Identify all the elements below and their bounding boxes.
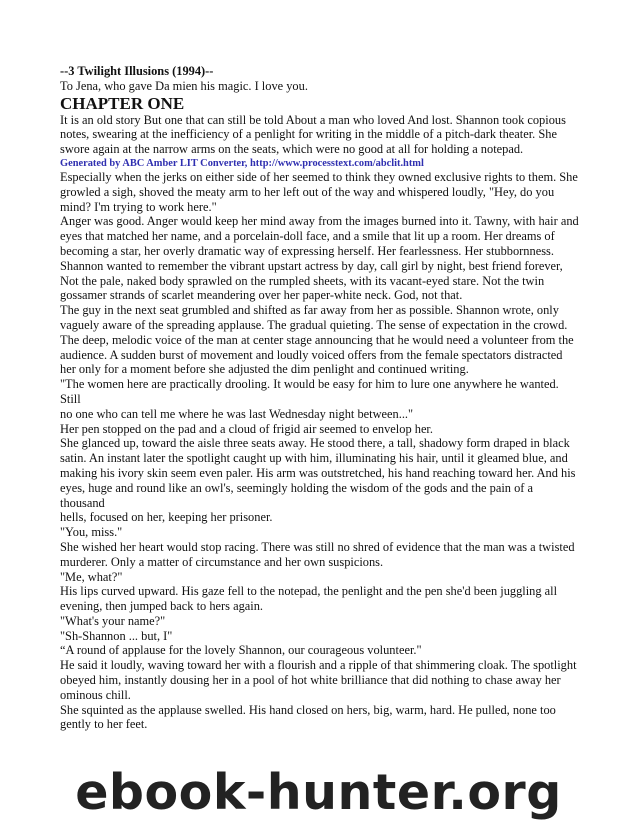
paragraph: “A round of applause for the lovely Shannon, our courageous volunteer." <box>60 643 422 658</box>
dedication: To Jena, who gave Da mien his magic. I love you. <box>60 78 308 93</box>
paragraph: growled a sigh, shoved the meaty arm to her left out of the way and whispered loudly, "Hey, do you mind? I'm trying to work here." <box>60 184 555 214</box>
paragraphs-after <box>60 170 580 732</box>
paragraph: He said it loudly, waving toward her with a flourish and a ripple of that shimmering cloak. The spotlight <box>60 658 577 673</box>
paragraph: hells, focused on her, keeping her prisoner. <box>60 510 273 525</box>
paragraph: "What's your name?" <box>60 613 166 628</box>
paragraph: His lips curved upward. His gaze fell to the notepad, the penlight and the pen she'd been juggling all evening, then jumped back to hers again. <box>60 584 558 614</box>
paragraphs-before <box>60 113 580 157</box>
paragraph: Especially when the jerks on either side of her seemed to think they owned exclusive rights to them. She <box>60 169 578 184</box>
paragraph: She glanced up, toward the aisle three seats away. He stood there, a tall, shadowy form draped in black satin. An instant later the spotlight caught up with him, illuminating his hair, until it gleamed blue, and making his ivory skin seem even paler. His arm was outstretched, his hand reaching toward her. And his <box>60 436 576 480</box>
paragraph: "You, miss." <box>60 525 123 540</box>
paragraph: It is an old story But one that can still be told About a man who loved And lost. Shannon took copious notes, swearing at the inefficiency of a penlight for writing in the middle of a pitch-dark theater. She swore again at the narrow arms on the seats, which were no good at all for holding a notepad. <box>60 112 566 157</box>
watermark-logo: ebook-hunter.org <box>75 764 562 821</box>
paragraph: "Me, what?" <box>60 569 123 584</box>
paragraph: Shannon wanted to remember the vibrant upstart actress by day, call girl by night, best friend forever, Not the pale, naked body sprawled on the rumpled sheets, with its vacant-eyed stare. Not the twin gossamer strands of scarlet meandering over her paper-white neck. God, not that. <box>60 258 563 303</box>
paragraph: Anger was good. Anger would keep her mind away from the images burned into it. Tawny, with hair and eyes that matched her name, and a porcelain-doll face, and a smile that lit up a room. Her dreams of <box>60 214 579 244</box>
page-body <box>60 64 580 732</box>
paragraph: "The women here are practically drooling. It would be easy for him to lure one anywhere he wanted. Still <box>60 377 559 406</box>
generator-link[interactable]: Generated by ABC Amber LIT Converter, http://www.processtext.com/abclit.html <box>60 157 424 169</box>
paragraph: eyes, huge and round like an owl's, seemingly holding the wisdom of the gods and the pain of a thousand <box>60 480 533 510</box>
chapter-title: CHAPTER ONE <box>60 93 185 113</box>
paragraph: no one who can tell me where he was last Wednesday night between..." <box>60 406 414 421</box>
paragraph: obeyed him, instantly dousing her in a pool of hot white brilliance that did nothing to chase away her ominous chill. <box>60 673 561 702</box>
paragraph: Her pen stopped on the pad and a cloud of frigid air seemed to envelop her. <box>60 421 433 436</box>
series-heading: --3 Twilight Illusions (1994)-- <box>60 64 214 78</box>
paragraph: becoming a star, her overly dramatic way of expressing herself. Her fearlessness. Her stubbornness. <box>60 243 554 258</box>
paragraph: She wished her heart would stop racing. There was still no shred of evidence that the man was a twisted murderer. Only a matter of circumstance and her own suspicions. <box>60 539 575 569</box>
paragraph: The guy in the next seat grumbled and shifted as far away from her as possible. Shannon wrote, only vaguely aware of the spreading applause. The gradual quieting. The sense of expectation in the crowd. The deep, melodic voice of the man at center stage announcing that he would need a volunteer from the audience. A sudden burst of movement and loudly voiced offers from the female spectators distracted her only for a moment before she adjusted the dim penlight and continued writing. <box>60 303 574 377</box>
paragraph: "Sh-Shannon ... but, I" <box>60 628 173 643</box>
paragraph: She squinted as the applause swelled. His hand closed on hers, big, warm, hard. He pulled, none too gently to her feet. <box>60 702 556 732</box>
